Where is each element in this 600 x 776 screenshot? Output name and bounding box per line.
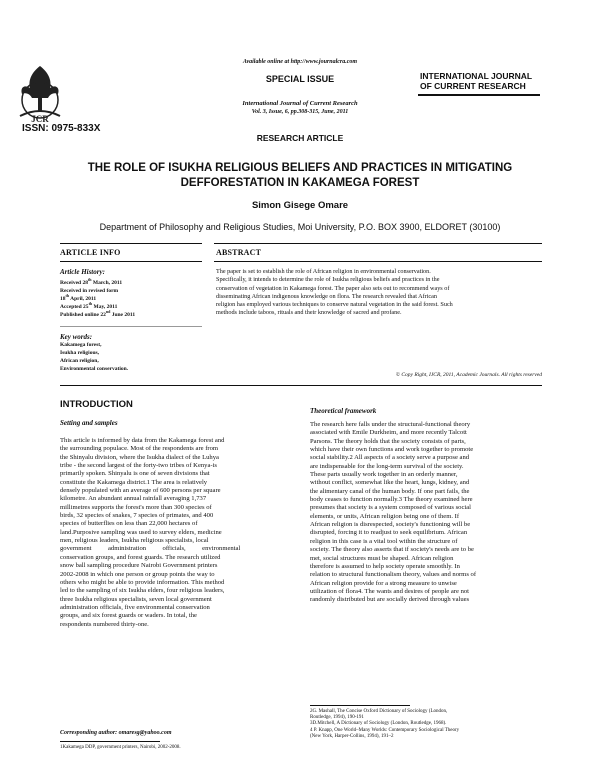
theoretical-framework-heading: Theoretical framework (310, 407, 377, 415)
divider (60, 261, 202, 262)
text-line: species of butterflies on less than 22,000 hectares of (60, 520, 198, 528)
text-line: kilometre. An abundant annual rainfall averaging 1,737 (60, 495, 207, 503)
abstract-line: Specifically, it intends to determine the role of Isukha religious beliefs and practices in the (216, 276, 440, 284)
article-info-heading: ARTICLE INFO (60, 248, 121, 257)
divider (60, 385, 542, 386)
setting-samples-heading: Setting and samples (60, 419, 118, 427)
text-line: therefore is assumed to help society operate smoothly. In (310, 562, 460, 570)
journal-logo-icon (10, 62, 70, 124)
text-line: conservation groups, and forest guards. The research utilized (60, 553, 221, 561)
text-line: snow ball sampling procedure Nairobi Government printers (60, 562, 218, 570)
text-line: met, social structures must be shaped. African religion (310, 554, 454, 562)
abstract-line: disseminating African indigenous knowledge on flora. The research revealed that African (216, 292, 438, 300)
text-line: African religion is disrespected, society's functioning will be (310, 521, 471, 529)
text-line: associated with Emile Durkheim, and more recently Talcott (310, 429, 467, 437)
history-line: Published online 22nd June 2011 (60, 309, 136, 318)
text-line: elements, or units, African religion being one of them. If (310, 512, 460, 520)
footnote: 1Kakamega DDP, government printers, Nairobi, 2002-2008. (60, 745, 181, 750)
text-line: constitute the Kakamega district.1 The area is relatively (60, 478, 208, 486)
footnote: Routledge, 1994), 190-191 (310, 715, 364, 721)
text-line: disrupted, forcing it to readjust to seek equilibrium. African (310, 529, 468, 537)
corresponding-author: Corresponding author: omaresg@yahoo.com (60, 730, 172, 736)
brand-line: INTERNATIONAL JOURNAL (420, 71, 533, 81)
svg-text:JCR: JCR (31, 114, 49, 124)
abstract-line: The paper is set to establish the role of African religion in environmental conservation. (216, 268, 431, 275)
keyword: African religion, (60, 358, 99, 364)
text-line: utilization of flora4. The wants and desires of people are not (310, 587, 469, 595)
footnote: 3D.Mitchell, A Dictionary of Sociology (London, Routledge, 1968). (310, 721, 447, 727)
footnote: (New York, Harper-Collins, 1994), 191–2 (310, 733, 394, 739)
text-line: three Isukha religious specialists, seven local government (60, 595, 212, 603)
text-line: randomly distributed but are socially derived through values (310, 596, 470, 604)
divider (214, 243, 542, 244)
text-line: led to the sampling of six Isukha elders, four religious leaders, (60, 587, 225, 595)
text-line: The research here falls under the structural-functional theory (310, 421, 471, 428)
copyright-notice: © Copy Right, IJCR, 2011, Academic Journals. All rights reserved (395, 372, 542, 378)
title-line: DEFFORESTATION IN KAKAMEGA FOREST (180, 177, 420, 189)
abstract-text (216, 268, 542, 318)
history-line: Accepted 25th May, 2011 (60, 301, 118, 310)
history-line: Received 28th March, 2011 (60, 277, 123, 286)
text-line: respondents numbered thirty-one. (60, 620, 149, 628)
text-line: social stability.2 All aspects of a society serve a purpose and (310, 454, 470, 462)
text-line: tribe - the second largest of the forty-two tribes of Kenya-is (60, 462, 217, 470)
text-line: the Shinyalu division, where the Isukha dialect of the Luhya (60, 453, 219, 461)
introduction-heading: INTRODUCTION (60, 399, 133, 410)
footnote: 2G. Mashall, The Concise Oxford Dictionary of Sociology (London, (310, 709, 448, 714)
text-line: the alimentary canal of the human body. If one part fails, the (310, 487, 470, 495)
text-line: which have their own functions and work together to promote (310, 446, 474, 454)
footnote-rule (310, 705, 410, 706)
abstract-line: methods include taboos, rituals and their knowledge of sacred and profane. (216, 309, 402, 317)
author-name: Simon Gisege Omare (251, 200, 349, 211)
intro-paragraph (60, 437, 290, 629)
text-line: millimetres supports the forest's more than 300 species of (60, 503, 212, 511)
brand-line: OF CURRENT RESEARCH (420, 81, 526, 91)
text-line: 2002-2008 in which one person or group points the way to (60, 570, 215, 578)
text-line: relation to structural functionalism theory, values and norms of (310, 571, 477, 579)
keyword: Isukha religious, (60, 350, 100, 356)
keyword: Environmental conservation. (60, 366, 129, 372)
text-line: African religion provide for a strong measure to unwise (310, 579, 457, 587)
text-line: administration officials, five environmental conservation (60, 603, 210, 611)
text-line: without conflict, somewhat like the heart, lungs, kidney, and (310, 479, 470, 487)
footnote: 4 P. Knapp, One World–Many Worlds: Contemporary Sociological Theory (310, 727, 460, 733)
history-line: Received in revised form (60, 288, 119, 294)
issn: ISSN: 0975-833X (22, 123, 101, 134)
title-line: THE ROLE OF ISUKHA RELIGIOUS BELIEFS AND PRACTICES IN MITIGATING (87, 162, 513, 174)
journal-brand (420, 71, 540, 91)
text-line: These parts usually work together in an orderly manner, (310, 471, 458, 479)
text-line: densely populated with an average of 600 persons per square (60, 487, 221, 495)
divider (60, 243, 202, 244)
author-affiliation: Department of Philosophy and Religious Studies, Moi University, P.O. BOX 3900, ELDORET (30100) (99, 222, 501, 232)
abstract-line: religion has employed various techniques to conserve natural vegetation in the said forest. Such (216, 301, 453, 309)
paper-title (50, 161, 550, 191)
footnote-rule (60, 741, 160, 742)
text-line: religion in this case is a vital tool within the structure of (310, 537, 458, 545)
text-line: the surrounding populace. Most of the respondents are from (60, 445, 219, 453)
history-line: 18th April, 2011 (60, 293, 97, 302)
special-issue: SPECIAL ISSUE (265, 74, 335, 84)
text-line: are indispensable for the long-term survival of the society. (310, 462, 464, 470)
theory-paragraph (310, 421, 542, 605)
text-line: men, religious leaders, Isukha religious specialists, local (60, 537, 209, 545)
keyword: Kakamega forest, (60, 342, 102, 348)
journal-name: International Journal of Current Research (242, 100, 358, 107)
divider (60, 326, 202, 327)
text-line: others who might be able to provide information. This method (60, 578, 225, 586)
text-line: body ceases to function normally.3 The theory examined here (310, 496, 473, 504)
volume-info: Vol. 3, Issue, 6, pp.308-315, June, 2011 (251, 109, 349, 115)
text-line: presumes that society is a system composed of various social (310, 504, 471, 512)
abstract-line: conservation of vegetation in Kakamega forest. The paper also sets out to recommend ways of (216, 284, 450, 292)
text-line: groups, and six forest guards or waders. In total, the (60, 612, 197, 620)
online-availability: Available online at http://www.journalcra.com (242, 59, 358, 65)
footnotes (310, 709, 542, 740)
brand-rule (418, 94, 540, 96)
text-line: birds, 32 species of snakes, 7 species of primates, and 400 (60, 512, 214, 520)
text-line: land.Purposive sampling was used to survey elders, medicine (60, 528, 222, 536)
keywords-title: Key words: (60, 333, 93, 341)
text-line: Parsons. The theory holds that the society consists of parts, (310, 437, 466, 445)
history-title: Article History: (60, 268, 105, 276)
divider (214, 261, 542, 262)
abstract-heading: ABSTRACT (216, 248, 262, 257)
article-type: RESEARCH ARTICLE (256, 133, 344, 143)
text-line: society. The theory also asserts that if society's needs are to be (310, 546, 474, 554)
text-line: primarily spoken. Shinyalu is one of seven divisions that (60, 470, 210, 478)
text-line: government administration officials, environmental (60, 545, 241, 553)
text-line: This article is informed by data from the Kakamega forest and (60, 437, 225, 444)
